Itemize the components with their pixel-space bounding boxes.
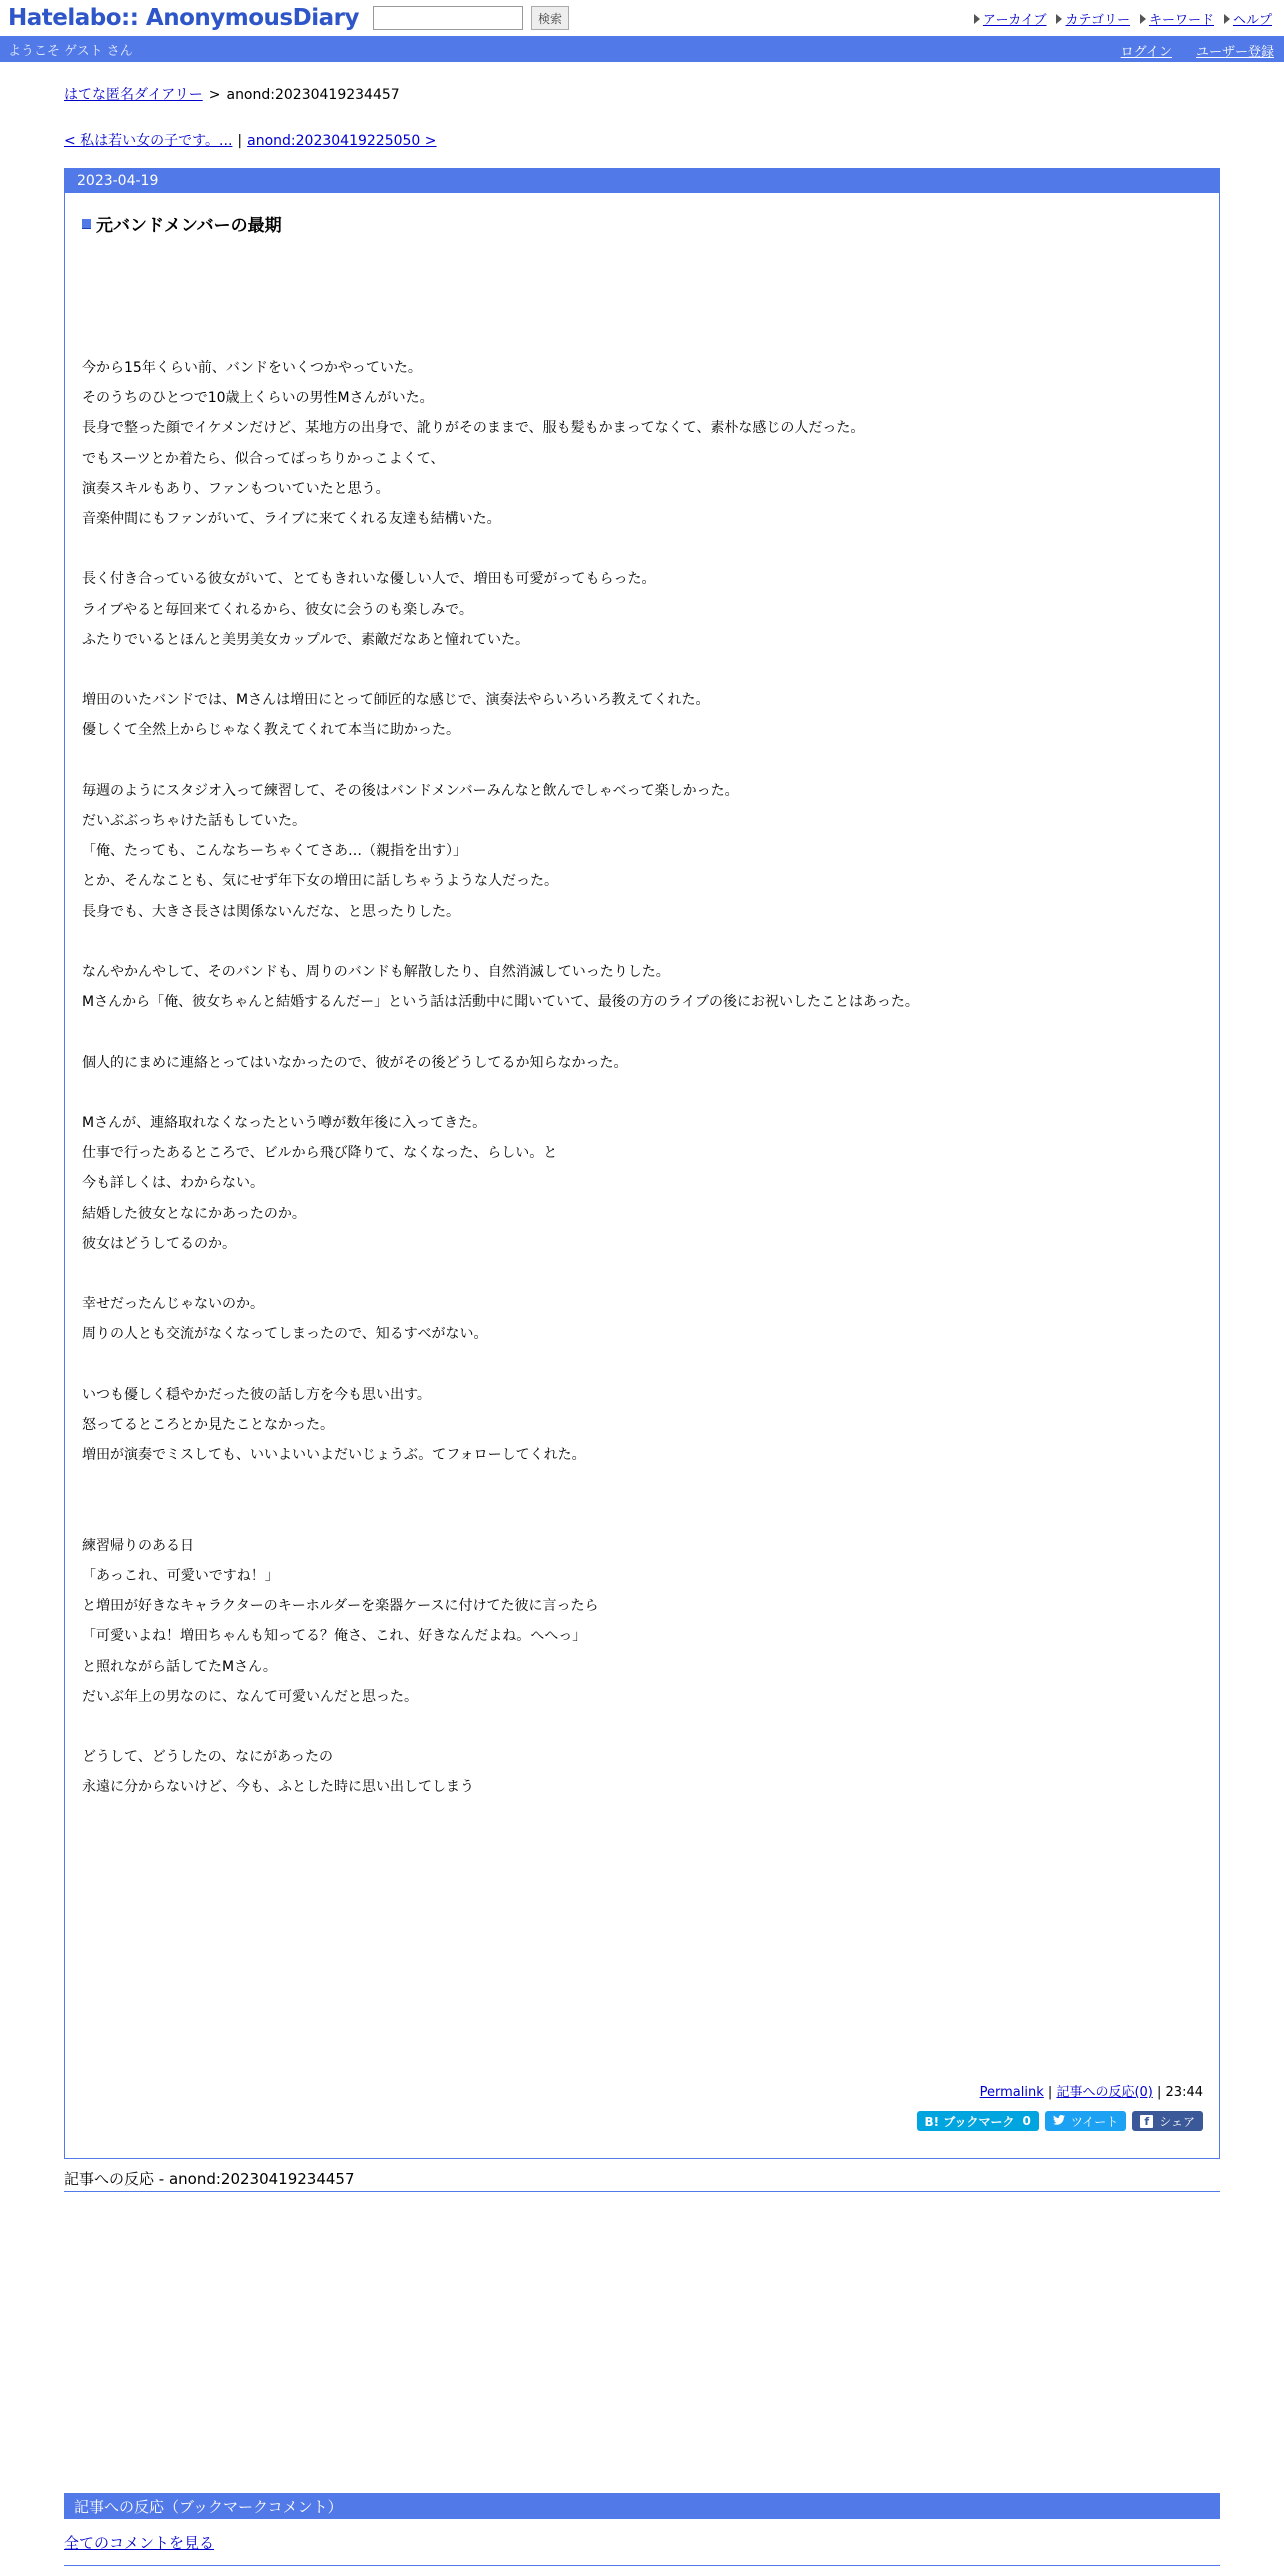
body-line: 長身で整った顔でイケメンだけど、某地方の出身で、訛りがそのままで、服も髪もかまってなくて、素朴な感じの人だった。	[82, 420, 865, 437]
footer-separator: |	[1157, 2085, 1162, 2100]
top-nav	[974, 9, 1272, 28]
body-line: Mさんから「俺、彼女ちゃんと結婚するんだー」という話は活動中に聞いていて、最後の方のライブの後にお祝いしたことはあった。	[82, 994, 919, 1011]
breadcrumb-current: anond:20230419234457	[226, 87, 400, 103]
body-line: 優しくて全然上からじゃなく教えてくれて本当に助かった。	[82, 722, 460, 739]
site-logo[interactable]: Hatelabo:: AnonymousDiary	[8, 5, 359, 31]
nav-link-archive[interactable]: アーカイブ	[982, 13, 1047, 28]
user-links	[1121, 41, 1274, 60]
body-line: 演奏スキルもあり、ファンもついていたと思う。	[82, 480, 390, 497]
hatena-bookmark-button[interactable]	[917, 2111, 1039, 2131]
body-line: と増田が好きなキャラクターのキーホルダーを楽器ケースに付けてた彼に言ったら	[82, 1598, 599, 1615]
body-line: 周りの人とも交流がなくなってしまったので、知るすべがない。	[82, 1326, 488, 1343]
body-line: 長身でも、大きさ長さは関係ないんだな、と思ったりした。	[82, 903, 460, 920]
body-line: 「可愛いよね！増田ちゃんも知ってる？俺さ、これ、好きなんだよね。へへっ」	[82, 1628, 587, 1645]
footer-separator: |	[1047, 2085, 1053, 2100]
blank-line	[82, 1017, 919, 1047]
blank-line	[82, 1078, 919, 1108]
body-line: 長く付き合っている彼女がいて、とてもきれいな優しい人で、増田も可愛がってもらった。	[82, 571, 656, 588]
tweet-label: ツイート	[1070, 2114, 1119, 2129]
body-line: いつも優しく穏やかだった彼の話し方を今も思い出す。	[82, 1386, 431, 1403]
bookmark-label: B! ブックマーク	[924, 2114, 1015, 2129]
triangle-right-icon	[1224, 14, 1230, 24]
bookmark-count: 0	[1022, 2114, 1031, 2128]
facebook-icon: f	[1140, 2115, 1153, 2128]
breadcrumb-separator: >	[208, 87, 221, 103]
entry-title	[82, 211, 1219, 236]
entry-box	[64, 168, 1220, 2159]
body-line: 音楽仲間にもファンがいて、ライブに来てくれる友達も結構いた。	[82, 511, 501, 528]
body-line: そのうちのひとつで10歳上くらいの男性Mさんがいた。	[82, 390, 434, 407]
body-line: 増田のいたバンドでは、Mさんは増田にとって師匠的な感じで、演奏法やらいろいろ教えてくれた。	[82, 692, 710, 709]
body-line: と照れながら話してたMさん。	[82, 1658, 277, 1675]
blank-line	[82, 1501, 919, 1531]
body-line: 今も詳しくは、わからない。	[82, 1175, 264, 1192]
body-line: だいぶ年上の男なのに、なんて可愛いんだと思った。	[82, 1688, 418, 1705]
body-line: 仕事で行ったあるところで、ビルから飛び降りて、なくなった、らしい。と	[82, 1145, 558, 1162]
nav-item-category	[1056, 9, 1129, 28]
body-line: ふたりでいるとほんと美男美女カップルで、素敵だなあと憧れていた。	[82, 631, 530, 648]
body-line: 「あっこれ、可愛いですね！」	[82, 1567, 279, 1584]
all-comments-link[interactable]: 全てのコメントを見る	[64, 2534, 215, 2552]
triangle-right-icon	[1056, 14, 1062, 24]
body-line: 永遠に分からないけど、今も、ふとした時に思い出してしまう	[82, 1779, 474, 1796]
reactions-link[interactable]: 記事への反応(0)	[1056, 2085, 1153, 2100]
body-line: 幸せだったんじゃないのか。	[82, 1296, 264, 1313]
body-line: 練習帰りのある日	[82, 1537, 194, 1554]
blank-line	[82, 1350, 919, 1380]
body-line: Mさんが、連絡取れなくなったという噂が数年後に入ってきた。	[82, 1114, 487, 1131]
body-line: 増田が演奏でミスしても、いいよいいよだいじょうぶ。てフォローしてくれた。	[82, 1447, 586, 1464]
body-line: でもスーツとか着たら、似合ってばっちりかっこよくて、	[82, 450, 445, 467]
permalink-link[interactable]: Permalink	[979, 2085, 1044, 2100]
reactions-heading: 記事への反応 - anond:20230419234457	[64, 2168, 1220, 2192]
entry-body	[82, 353, 919, 1803]
blank-line	[82, 655, 919, 685]
search-input[interactable]	[373, 6, 523, 30]
blank-line	[82, 927, 919, 957]
entry-date: 2023-04-19	[65, 169, 1219, 193]
main-content	[64, 84, 1220, 2192]
square-icon[interactable]	[82, 219, 91, 229]
body-line: 今から15年くらい前、バンドをいくつかやっていた。	[82, 360, 422, 376]
triangle-right-icon	[1140, 14, 1146, 24]
prev-next-separator: |	[237, 133, 243, 149]
blank-line	[82, 746, 919, 776]
share-buttons	[917, 2111, 1204, 2131]
body-line: だいぶぶっちゃけた話もしていた。	[82, 813, 306, 829]
breadcrumb	[64, 84, 1220, 104]
body-line: なんやかんやして、そのバンドも、周りのバンドも解散したり、自然消滅していったりした。	[82, 964, 670, 980]
nav-link-help[interactable]: ヘルプ	[1232, 13, 1272, 28]
body-line: ライブやると毎回来てくれるから、彼女に会うのも楽しみで。	[82, 601, 473, 618]
divider	[64, 2565, 1220, 2566]
entry-footer	[980, 2081, 1203, 2100]
top-header	[0, 0, 1284, 36]
body-line: 毎週のようにスタジオ入って練習して、その後はバンドメンバーみんなと飲んでしゃべって楽しかった。	[82, 782, 739, 799]
nav-item-archive	[974, 9, 1047, 28]
body-line: どうして、どうしたの、なにがあったの	[82, 1749, 334, 1766]
blank-line	[82, 1712, 919, 1742]
body-line: 個人的にまめに連絡とってはいなかったので、彼がその後どうしてるか知らなかった。	[82, 1054, 628, 1071]
next-entry-link[interactable]: anond:20230419225050 >	[247, 133, 437, 149]
entry-time: 23:44	[1165, 2085, 1203, 2100]
triangle-right-icon	[974, 14, 980, 24]
blank-line	[82, 1470, 919, 1500]
body-line: とか、そんなことも、気にせず年下女の増田に話しちゃうような人だった。	[82, 873, 558, 890]
blank-line	[82, 534, 919, 564]
body-line: 怒ってるところとか見たことなかった。	[82, 1416, 334, 1433]
bookmark-comments-heading: 記事への反応（ブックマークコメント）	[64, 2493, 1220, 2519]
blank-line	[82, 1259, 919, 1289]
prev-next-nav	[64, 130, 1220, 150]
tweet-button[interactable]	[1045, 2111, 1126, 2131]
nav-link-category[interactable]: カテゴリー	[1065, 13, 1130, 28]
twitter-bird-icon	[1053, 2114, 1065, 2128]
login-link[interactable]: ログイン	[1120, 45, 1172, 60]
body-line: 結婚した彼女となにかあったのか。	[82, 1205, 306, 1222]
register-link[interactable]: ユーザー登録	[1195, 45, 1274, 60]
welcome-text: ようこそ ゲスト さん	[8, 43, 133, 59]
nav-link-keyword[interactable]: キーワード	[1148, 13, 1214, 28]
breadcrumb-home-link[interactable]: はてな匿名ダイアリー	[64, 87, 203, 103]
nav-item-keyword	[1140, 9, 1214, 28]
body-line: 彼女はどうしてるのか。	[82, 1235, 236, 1252]
body-line: 「俺、たっても、こんなちーちゃくてさあ…（親指を出す）」	[82, 843, 467, 860]
share-label: シェア	[1159, 2114, 1195, 2129]
entry-title-text: 元バンドメンバーの最期	[96, 216, 282, 236]
facebook-share-button[interactable]	[1132, 2111, 1203, 2131]
nav-item-help	[1224, 9, 1272, 28]
search-button[interactable]: 検索	[531, 6, 569, 30]
user-bar	[0, 36, 1284, 62]
prev-entry-link[interactable]: < 私は若い女の子です。...	[64, 133, 233, 149]
